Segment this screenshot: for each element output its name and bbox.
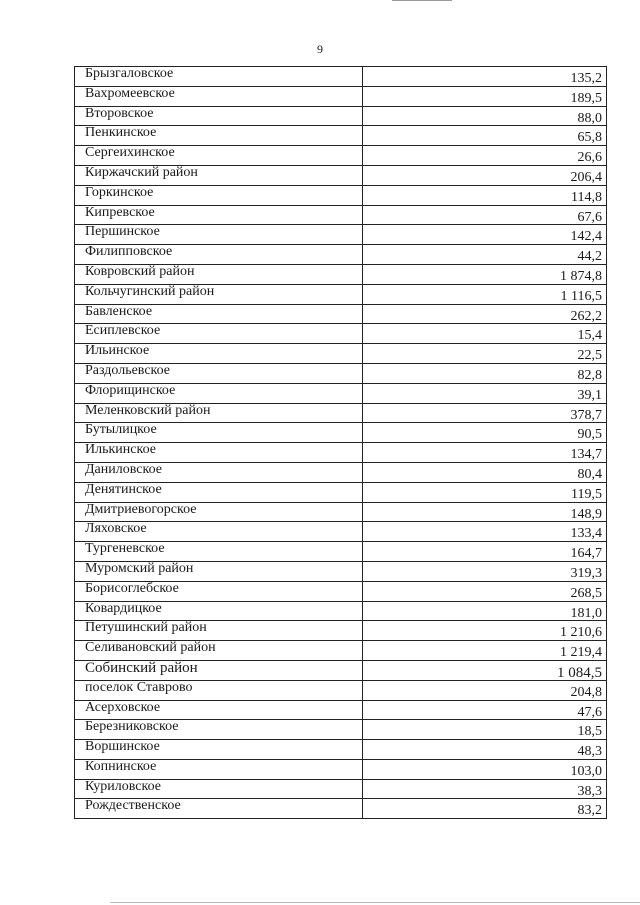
table-row xyxy=(75,641,607,661)
table-row xyxy=(75,423,607,443)
municipality-name-cell: поселок Ставрово xyxy=(75,681,363,700)
table-row xyxy=(75,562,607,582)
municipality-name-cell: Вахромеевское xyxy=(75,87,363,106)
table-row xyxy=(75,621,607,641)
municipality-name-cell: Рождественское xyxy=(75,799,363,818)
municipality-name-cell: Раздольевское xyxy=(75,364,363,383)
municipality-name-cell: Даниловское xyxy=(75,463,363,482)
table-row xyxy=(75,443,607,463)
amount-cell: 114,8 xyxy=(363,186,607,205)
amount-cell: 204,8 xyxy=(363,681,607,700)
amount-cell: 103,0 xyxy=(363,760,607,779)
municipality-name-cell: Селивановский район xyxy=(75,641,363,660)
table-row xyxy=(75,265,607,285)
amount-cell: 80,4 xyxy=(363,463,607,482)
amount-cell: 1 084,5 xyxy=(363,661,607,680)
municipality-name-cell: Копнинское xyxy=(75,760,363,779)
amount-cell: 26,6 xyxy=(363,146,607,165)
amount-cell: 88,0 xyxy=(363,107,607,126)
amount-cell: 181,0 xyxy=(363,602,607,621)
amount-cell: 268,5 xyxy=(363,582,607,601)
amount-cell: 134,7 xyxy=(363,443,607,462)
table-row xyxy=(75,740,607,760)
scan-artifact-top xyxy=(392,0,452,1)
municipality-name-cell: Борисоглебское xyxy=(75,582,363,601)
municipality-name-cell: Ильинское xyxy=(75,344,363,363)
municipality-name-cell: Сергеихинское xyxy=(75,146,363,165)
amount-cell: 1 874,8 xyxy=(363,265,607,284)
table-row xyxy=(75,324,607,344)
municipality-name-cell: Асерховское xyxy=(75,701,363,720)
table-row xyxy=(75,245,607,265)
table-row xyxy=(75,503,607,523)
table-row xyxy=(75,225,607,245)
municipality-name-cell: Дмитриевогорское xyxy=(75,503,363,522)
page-number: 9 xyxy=(317,42,323,56)
amount-cell: 148,9 xyxy=(363,503,607,522)
municipality-name-cell: Илькинское xyxy=(75,443,363,462)
table-row xyxy=(75,542,607,562)
amount-cell: 39,1 xyxy=(363,384,607,403)
amount-cell: 90,5 xyxy=(363,423,607,442)
amount-cell: 119,5 xyxy=(363,483,607,502)
amount-cell: 18,5 xyxy=(363,720,607,739)
municipality-name-cell: Денятинское xyxy=(75,483,363,502)
amount-cell: 22,5 xyxy=(363,344,607,363)
municipality-name-cell: Филипповское xyxy=(75,245,363,264)
amount-cell: 44,2 xyxy=(363,245,607,264)
municipality-name-cell: Есиплевское xyxy=(75,324,363,343)
table-row xyxy=(75,166,607,186)
table-row xyxy=(75,364,607,384)
municipality-name-cell: Горкинское xyxy=(75,186,363,205)
municipality-name-cell: Тургеневское xyxy=(75,542,363,561)
municipality-name-cell: Кипревское xyxy=(75,206,363,225)
municipality-name-cell: Березниковское xyxy=(75,720,363,739)
table-row xyxy=(75,305,607,325)
municipality-name-cell: Куриловское xyxy=(75,780,363,799)
municipality-name-cell: Меленковский район xyxy=(75,404,363,423)
municipality-name-cell: Пенкинское xyxy=(75,126,363,145)
table-row xyxy=(75,463,607,483)
municipality-name-cell: Брызгаловское xyxy=(75,67,363,86)
municipality-name-cell: Петушинский район xyxy=(75,621,363,640)
amount-cell: 15,4 xyxy=(363,324,607,343)
municipality-name-cell: Кольчугинский район xyxy=(75,285,363,304)
amount-cell: 164,7 xyxy=(363,542,607,561)
municipality-name-cell: Флорищинское xyxy=(75,384,363,403)
table-row xyxy=(75,206,607,226)
table-row xyxy=(75,760,607,780)
amount-cell: 48,3 xyxy=(363,740,607,759)
amount-cell: 135,2 xyxy=(363,67,607,86)
scan-artifact-bottom xyxy=(110,902,640,903)
amount-cell: 1 210,6 xyxy=(363,621,607,640)
table-row xyxy=(75,681,607,701)
amount-cell: 1 219,4 xyxy=(363,641,607,660)
amount-cell: 47,6 xyxy=(363,701,607,720)
table-row xyxy=(75,602,607,622)
municipality-name-cell: Бавленское xyxy=(75,305,363,324)
table-row xyxy=(75,582,607,602)
amount-cell: 82,8 xyxy=(363,364,607,383)
municipality-name-cell: Воршинское xyxy=(75,740,363,759)
amount-cell: 142,4 xyxy=(363,225,607,244)
table-row xyxy=(75,344,607,364)
amount-cell: 83,2 xyxy=(363,799,607,818)
table-row xyxy=(75,404,607,424)
municipality-name-cell: Першинское xyxy=(75,225,363,244)
amount-cell: 65,8 xyxy=(363,126,607,145)
amount-cell: 262,2 xyxy=(363,305,607,324)
table-row xyxy=(75,720,607,740)
table-row xyxy=(75,186,607,206)
table-row xyxy=(75,126,607,146)
table-row xyxy=(75,87,607,107)
amount-cell: 189,5 xyxy=(363,87,607,106)
allocation-table xyxy=(74,66,607,819)
table-row xyxy=(75,67,607,87)
table-row xyxy=(75,107,607,127)
municipality-name-cell: Ковардицкое xyxy=(75,602,363,621)
table-row xyxy=(75,384,607,404)
table-row xyxy=(75,701,607,721)
table-row xyxy=(75,146,607,166)
municipality-name-cell: Киржачский район xyxy=(75,166,363,185)
municipality-name-cell: Ковровский район xyxy=(75,265,363,284)
amount-cell: 319,3 xyxy=(363,562,607,581)
table-row xyxy=(75,483,607,503)
table-row xyxy=(75,522,607,542)
amount-cell: 133,4 xyxy=(363,522,607,541)
municipality-name-cell: Второвское xyxy=(75,107,363,126)
amount-cell: 206,4 xyxy=(363,166,607,185)
amount-cell: 1 116,5 xyxy=(363,285,607,304)
amount-cell: 38,3 xyxy=(363,780,607,799)
amount-cell: 67,6 xyxy=(363,206,607,225)
table-row xyxy=(75,285,607,305)
municipality-name-cell: Собинский район xyxy=(75,661,363,680)
municipality-name-cell: Ляховское xyxy=(75,522,363,541)
table-row xyxy=(75,780,607,800)
municipality-name-cell: Бутылицкое xyxy=(75,423,363,442)
amount-cell: 378,7 xyxy=(363,404,607,423)
table-row xyxy=(75,661,607,681)
municipality-name-cell: Муромский район xyxy=(75,562,363,581)
table-row xyxy=(75,799,607,819)
